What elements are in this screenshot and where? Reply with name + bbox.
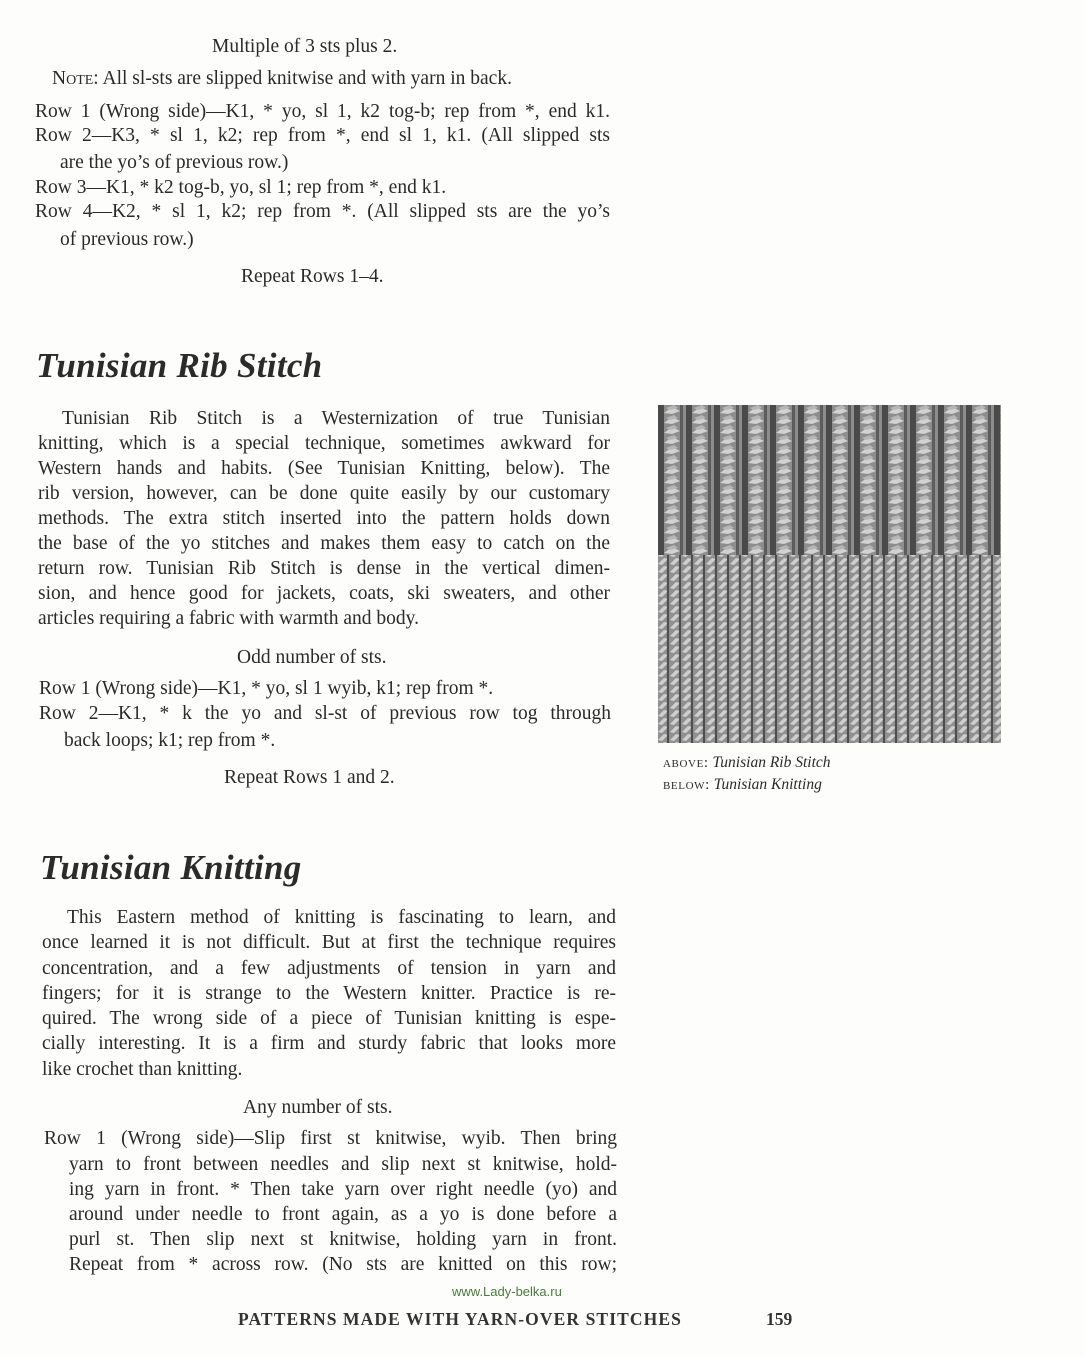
watermark: www.Lady-belka.ru bbox=[452, 1284, 562, 1299]
knitted-swatch-photo bbox=[658, 405, 1001, 743]
caption-below bbox=[663, 774, 822, 796]
paragraph-line: rib version, however, can be done quite easily by our customary bbox=[38, 483, 610, 504]
running-footer: PATTERNS MADE WITH YARN-OVER STITCHES bbox=[238, 1309, 682, 1329]
paragraph-line: quired. The wrong side of a piece of Tunisian knitting is espe- bbox=[42, 1008, 616, 1029]
paragraph-line: articles requiring a fabric with warmth and body. bbox=[38, 608, 420, 629]
row-instruction: Row 1 (Wrong side)—Slip first st knitwise, wyib. Then bring bbox=[44, 1128, 617, 1149]
repeat-instruction: Repeat Rows 1 and 2. bbox=[224, 767, 395, 788]
row-instruction-cont: yarn to front between needles and slip next st knitwise, hold- bbox=[69, 1154, 617, 1175]
paragraph-line: cially interesting. It is a firm and sturdy fabric that looks more bbox=[42, 1033, 616, 1054]
paragraph-line: knitting, which is a special technique, sometimes awkward for bbox=[38, 433, 610, 454]
paragraph-line: concentration, and a few adjustments of tension in yarn and bbox=[42, 958, 616, 979]
paragraph-line: once learned it is not difficult. But at first the technique requires bbox=[42, 932, 616, 953]
stitch-count: Odd number of sts. bbox=[237, 647, 387, 668]
paragraph-line: fingers; for it is strange to the Western knitter. Practice is re- bbox=[42, 983, 616, 1004]
caption-below-text: Tunisian Knitting bbox=[713, 776, 822, 793]
row-instruction: Row 1 (Wrong side)—K1, * yo, sl 1 wyib, k1; rep from *. bbox=[39, 678, 494, 699]
note-label: Note bbox=[52, 68, 94, 89]
caption-above-label: above: bbox=[663, 755, 709, 771]
row-instruction-cont: are the yo’s of previous row.) bbox=[60, 152, 289, 173]
section-heading: Tunisian Knitting bbox=[40, 848, 302, 887]
row-instruction: Row 1 (Wrong side)—K1, * yo, sl 1, k2 tog-b; rep from *, end k1. bbox=[35, 101, 610, 122]
stitch-count: Multiple of 3 sts plus 2. bbox=[212, 36, 398, 57]
row-instruction-cont: purl st. Then slip next st knitwise, holding yarn in front. bbox=[69, 1229, 617, 1250]
page-number: 159 bbox=[766, 1309, 793, 1329]
paragraph-line: like crochet than knitting. bbox=[42, 1059, 243, 1080]
row-instruction: Row 3—K1, * k2 tog-b, yo, sl 1; rep from *, end k1. bbox=[35, 177, 447, 198]
paragraph-line: methods. The extra stitch inserted into the pattern holds down bbox=[38, 508, 610, 529]
paragraph-line: This Eastern method of knitting is fascinating to learn, and bbox=[67, 907, 616, 928]
row-instruction-cont: around under needle to front again, as a yo is done before a bbox=[69, 1204, 617, 1225]
row-instruction: Row 4—K2, * sl 1, k2; rep from *. (All slipped sts are the yo’s bbox=[35, 201, 610, 222]
row-instruction: Row 2—K3, * sl 1, k2; rep from *, end sl 1, k1. (All slipped sts bbox=[35, 125, 610, 146]
repeat-instruction: Repeat Rows 1–4. bbox=[241, 266, 384, 287]
caption-below-label: below: bbox=[663, 777, 710, 793]
row-instruction-cont: ing yarn in front. * Then take yarn over right needle (yo) and bbox=[69, 1179, 617, 1200]
stitch-count: Any number of sts. bbox=[243, 1097, 393, 1118]
note bbox=[52, 67, 512, 91]
paragraph-line: Tunisian Rib Stitch is a Westernization of true Tunisian bbox=[62, 408, 610, 429]
row-instruction-cont: Repeat from * across row. (No sts are knitted on this row; bbox=[69, 1254, 617, 1275]
note-text: : All sl-sts are slipped knitwise and with yarn in back. bbox=[93, 68, 512, 89]
row-instruction: Row 2—K1, * k the yo and sl-st of previous row tog through bbox=[39, 703, 611, 724]
row-instruction-cont: of previous row.) bbox=[60, 229, 194, 250]
paragraph-line: sion, and hence good for jackets, coats, ski sweaters, and other bbox=[38, 583, 610, 604]
paragraph-line: return row. Tunisian Rib Stitch is dense in the vertical dimen- bbox=[38, 558, 610, 579]
caption-above-text: Tunisian Rib Stitch bbox=[712, 754, 831, 771]
section-heading: Tunisian Rib Stitch bbox=[36, 346, 323, 385]
row-instruction-cont: back loops; k1; rep from *. bbox=[64, 730, 276, 751]
paragraph-line: the base of the yo stitches and makes them easy to catch on the bbox=[38, 533, 610, 554]
paragraph-line: Western hands and habits. (See Tunisian Knitting, below). The bbox=[38, 458, 610, 479]
caption-above bbox=[663, 752, 831, 774]
